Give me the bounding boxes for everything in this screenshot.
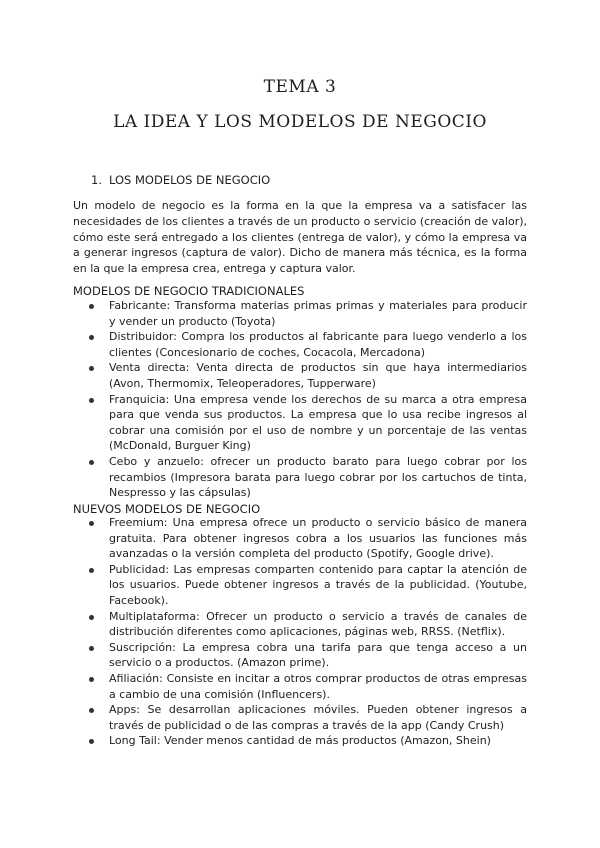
document-subtitle: LA IDEA Y LOS MODELOS DE NEGOCIO (113, 112, 487, 132)
list-item-text: Freemium: Una empresa ofrece un producto o servicio básico de manera gratuita. Para obtener ingresos cobra a los usuarios las funciones más avanzadas o la versión completa del producto (Spotify, Google drive). (109, 516, 527, 561)
list-item-text: Venta directa: Venta directa de productos sin que haya intermediarios (Avon, Thermomix, Teleoperadores, Tupperware) (109, 361, 527, 390)
list-item-text: Cebo y anzuelo: ofrecer un producto barato para luego cobrar por los recambios (Impresora barata para luego cobrar por los cartuchos de tinta, Nespresso y las cápsulas) (109, 454, 527, 500)
list-item-text: Suscripción: La empresa cobra una tarifa para que tenga acceso a un servicio o a productos. (Amazon prime). (109, 640, 527, 670)
list-item (73, 640, 527, 671)
list-item (73, 671, 527, 702)
bullet-icon (89, 615, 94, 620)
list-item (73, 454, 527, 501)
list-item-text: Apps: Se desarrollan aplicaciones móviles. Pueden obtener ingresos a través de publicidad o de las compras a través de la app (Candy Crush) (109, 703, 527, 732)
new-models-heading: NUEVOS MODELOS DE NEGOCIO (73, 502, 261, 516)
list-item-text: Fabricante: Transforma materias primas primas y materiales para producir y vender un producto (Toyota) (109, 299, 527, 328)
list-item (73, 562, 527, 609)
traditional-models-list (73, 298, 527, 501)
traditional-models-heading: MODELOS DE NEGOCIO TRADICIONALES (73, 284, 305, 298)
bullet-icon (89, 739, 94, 744)
bullet-icon (89, 304, 94, 309)
list-item-text: Multiplataforma: Ofrecer un producto o servicio a través de canales de distribución diferentes como aplicaciones, páginas web, RRSS. (Netflix). (109, 609, 527, 639)
list-item-text: Publicidad: Las empresas comparten contenido para captar la atención de los usuarios. Puede obtener ingresos a través de la publicidad. (Youtube, Facebook). (109, 562, 527, 607)
list-item-text: Long Tail: Vender menos cantidad de más productos (Amazon, Shein) (109, 734, 491, 748)
bullet-icon (89, 398, 94, 403)
bullet-icon (89, 521, 94, 526)
list-item-text: Franquicia: Una empresa vende los derechos de su marca a otra empresa para que venda sus productos. La empresa que lo usa recibe ingresos al cobrar una comisión por el uso de nombre y un porcentaje de las ventas (McDonald, Burguer King) (109, 392, 527, 453)
bullet-icon (89, 646, 94, 651)
bullet-icon (89, 335, 94, 340)
list-item (73, 702, 527, 733)
list-item (73, 392, 527, 454)
list-item (73, 609, 527, 640)
bullet-icon (89, 568, 94, 573)
section-heading-text: LOS MODELOS DE NEGOCIO (109, 173, 271, 187)
bullet-icon (89, 366, 94, 371)
bullet-icon (89, 460, 94, 465)
section-number: 1. (91, 173, 102, 187)
bullet-icon (89, 677, 94, 682)
list-item (73, 360, 527, 391)
list-item-text: Distribuidor: Compra los productos al fabricante para luego venderlo a los clientes (Concesionario de coches, Cocacola, Mercadona) (109, 330, 527, 359)
list-item (73, 733, 527, 749)
bullet-icon (89, 708, 94, 713)
list-item (73, 298, 527, 329)
list-item (73, 515, 527, 562)
list-item (73, 329, 527, 360)
document-title: TEMA 3 (263, 77, 337, 97)
section-heading (91, 173, 270, 187)
new-models-list (73, 515, 527, 749)
intro-paragraph: Un modelo de negocio es la forma en la que la empresa va a satisfacer las necesidades de los clientes a través de un producto o servicio (creación de valor), cómo este será entregado a los clientes (entrega de valor), y cómo la empresa va a generar ingresos (captura de valor). Dicho de manera más técnica, es la forma en la que la empresa crea, entrega y captura valor. (73, 199, 527, 276)
list-item-text: Afiliación: Consiste en incitar a otros comprar productos de otras empresas a cambio de una comisión (Influencers). (109, 671, 527, 701)
